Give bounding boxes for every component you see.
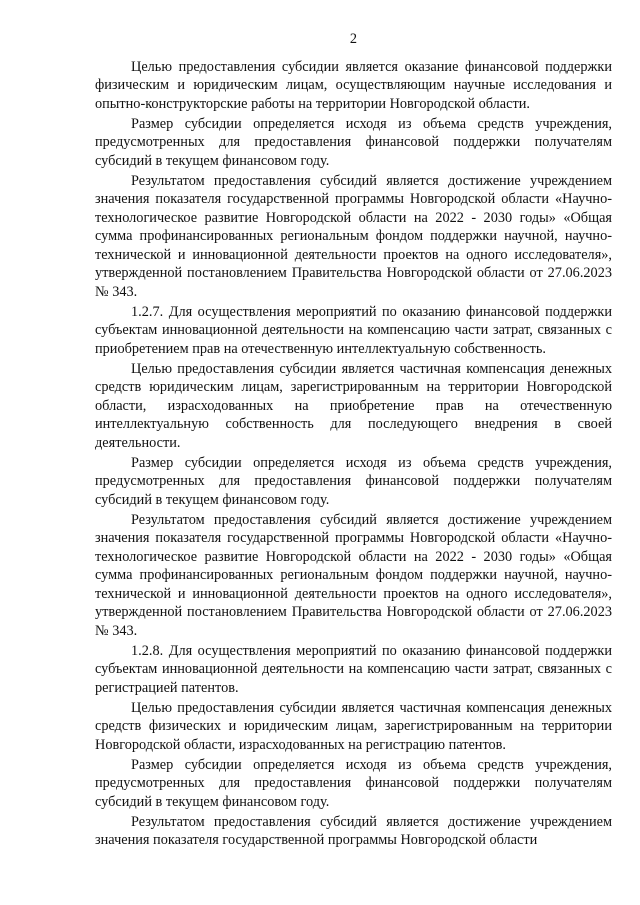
- paragraph: Результатом предоставления субсидий является достижение учреждением значения показателя государственной программы Новгородской области «Научно-технологическое развитие Новгородской области на 2022 - 2030 годы» «Общая сумма профинансированных региональным фондом поддержки научной, научно-технической и инновационной деятельности проектов на одного исследователя», утвержденной постановлением Правительства Новгородской области от 27.06.2023 № 343.: [95, 511, 612, 639]
- paragraph: Размер субсидии определяется исходя из объема средств учреждения, предусмотренных для предоставления финансовой поддержки получателям субсидий в текущем финансовом году.: [95, 454, 612, 508]
- paragraph: Целью предоставления субсидии является частичная компенсация денежных средств физических и юридическим лицам, зарегистрированным на территории Новгородской области, израсходованных на регистрацию патентов.: [95, 699, 612, 753]
- document-page: [95, 30, 612, 851]
- page-number: 2: [349, 31, 358, 47]
- paragraph: Результатом предоставления субсидий является достижение учреждением значения показателя государственной программы Новгородской области: [95, 813, 612, 848]
- paragraph: Целью предоставления субсидии является частичная компенсация денежных средств юридическим лицам, зарегистрированным на территории Новгородской области, израсходованных на приобретение прав на отечественную интеллектуальную собственность для последующего внедрения в своей деятельности.: [95, 360, 612, 451]
- paragraph-section-1-2-7: 1.2.7. Для осуществления мероприятий по оказанию финансовой поддержки субъектам инновационной деятельности на компенсацию части затрат, связанных с приобретением прав на отечественную интеллектуальную собственность.: [95, 303, 612, 357]
- paragraph: Результатом предоставления субсидий является достижение учреждением значения показателя государственной программы Новгородской области «Научно-технологическое развитие Новгородской области на 2022 - 2030 годы» «Общая сумма профинансированных региональным фондом поддержки научной, научно-технической и инновационной деятельности проектов на одного исследователя», утвержденной постановлением Правительства Новгородской области от 27.06.2023 № 343.: [95, 172, 612, 300]
- paragraph-section-1-2-8: 1.2.8. Для осуществления мероприятий по оказанию финансовой поддержки субъектам инновационной деятельности на компенсацию части затрат, связанных с регистрацией патентов.: [95, 642, 612, 696]
- paragraph: Размер субсидии определяется исходя из объема средств учреждения, предусмотренных для предоставления финансовой поддержки получателям субсидий в текущем финансовом году.: [95, 756, 612, 810]
- paragraph: Целью предоставления субсидии является оказание финансовой поддержки физическим и юридическим лицам, осуществляющим научные исследования и опытно-конструкторские работы на территории Новгородской области.: [95, 58, 612, 112]
- paragraph: Размер субсидии определяется исходя из объема средств учреждения, предусмотренных для предоставления финансовой поддержки получателям субсидий в текущем финансовом году.: [95, 115, 612, 169]
